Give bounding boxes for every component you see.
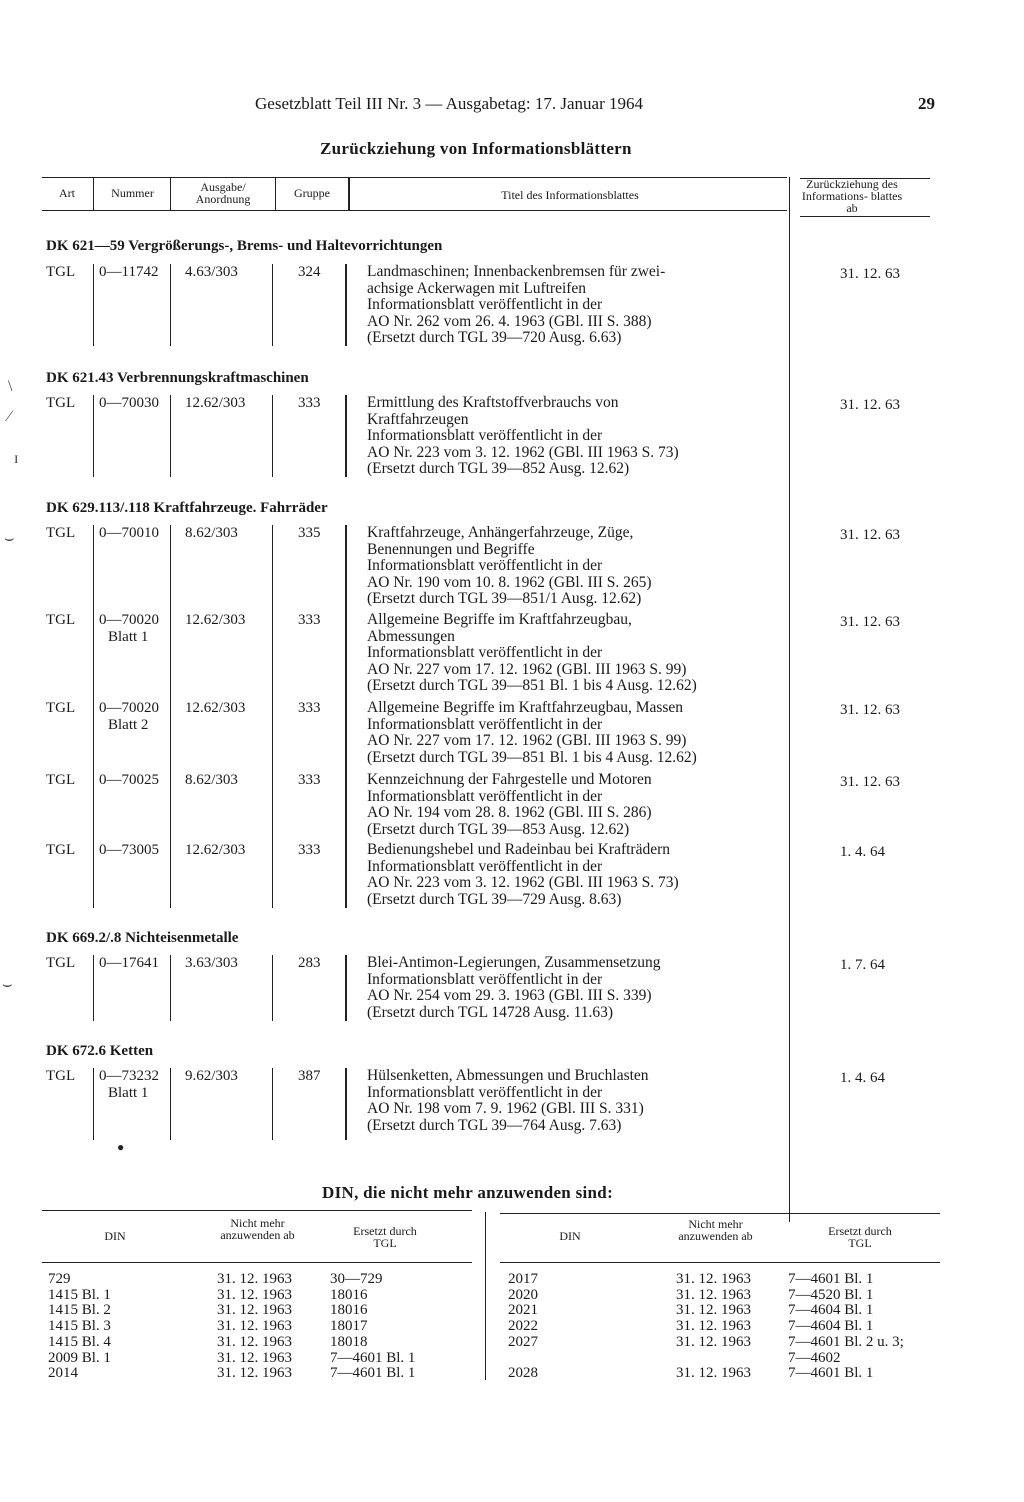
entry-withdrawal-date: 1. 4. 64: [840, 844, 885, 860]
entry-ausgabe: 8.62/303: [185, 772, 238, 788]
din-cell-datum: 31. 12. 1963: [217, 1271, 292, 1287]
entry-art: TGL: [46, 525, 76, 541]
entry-gruppe: 333: [298, 612, 321, 628]
header-divider: [170, 177, 171, 211]
margin-mark: ɪ: [14, 450, 19, 467]
entry-title-line: AO Nr. 262 vom 26. 4. 1963 (GBl. III S. 388): [367, 312, 652, 330]
entry-gruppe: 324: [298, 264, 321, 280]
entry-title-line: Informationsblatt veröffentlicht in der: [367, 644, 603, 661]
din-cell-datum: 31. 12. 1963: [217, 1318, 292, 1335]
din-right-header-din: DIN: [559, 1229, 581, 1243]
din-cell-datum: 31. 12. 1963: [676, 1286, 751, 1303]
entry-withdrawal-date: 1. 7. 64: [840, 957, 885, 973]
din-cell-tgl: 7—4601 Bl. 1: [788, 1271, 874, 1287]
entry-gruppe: 283: [298, 955, 321, 971]
entry-title-line: Informationsblatt veröffentlicht in der: [367, 787, 603, 805]
din-cell-tgl: 18018: [330, 1333, 368, 1350]
entry-title-line: (Ersetzt durch TGL 39—764 Ausg. 7.63): [367, 1116, 622, 1134]
din-cell-tgl: 7—4520 Bl. 1: [788, 1286, 874, 1303]
din-cell-din: 2021: [508, 1302, 538, 1319]
din-cell-din: 1415 Bl. 4: [48, 1333, 111, 1350]
entry-title-line: (Ersetzt durch TGL 39—720 Ausg. 6.63): [367, 329, 622, 346]
din-left-header-ersetzt: Ersetzt durch TGL: [353, 1224, 417, 1250]
entry-title-line: (Ersetzt durch TGL 39—851 Bl. 1 bis 4 Ausg. 12.62): [367, 748, 697, 766]
din-right-top-rule: [500, 1213, 940, 1214]
entry-title-line: AO Nr. 223 vom 3. 12. 1962 (GBl. III 1963 S. 73): [367, 874, 679, 891]
running-header: Gesetzblatt Teil III Nr. 3 — Ausgabetag: 17. Januar 1964: [255, 94, 643, 113]
din-cell-tgl: 7—4601 Bl. 1: [330, 1365, 416, 1382]
entry-gruppe: 333: [298, 395, 321, 411]
entry-ausgabe: 9.62/303: [185, 1068, 238, 1084]
entry-nummer: 0—70030: [99, 395, 159, 411]
entry-nummer: 0—11742: [99, 264, 159, 280]
din-cell-din: 2017: [508, 1271, 538, 1287]
entry-title-line: Informationsblatt veröffentlicht in der: [367, 1083, 603, 1101]
header-divider: [93, 177, 94, 211]
din-cell-tgl: 7—4601 Bl. 2 u. 3;: [788, 1333, 904, 1350]
margin-mark: \: [8, 378, 13, 395]
din-left-bottom-rule: [42, 1262, 472, 1263]
entry-ausgabe: 8.62/303: [185, 525, 238, 541]
entry-art: TGL: [46, 1068, 76, 1084]
col-header-art: Art: [59, 186, 75, 200]
margin-mark: ⌣: [2, 976, 13, 993]
entry-title-line: Informationsblatt veröffentlicht in der: [367, 715, 603, 733]
entry-title-line: AO Nr. 254 vom 29. 3. 1963 (GBl. III S. 339): [367, 987, 652, 1004]
margin-mark: ●: [117, 1140, 125, 1154]
entry-nummer: 0—70025: [99, 772, 159, 788]
din-cell-din: 2020: [508, 1286, 538, 1303]
entry-nummer: 0—17641: [99, 955, 159, 971]
entry-gruppe: 335: [298, 525, 321, 541]
entry-title-line: Informationsblatt veröffentlicht in der: [367, 970, 603, 988]
entry-title-line: AO Nr. 223 vom 3. 12. 1962 (GBl. III 1963 S. 73): [367, 443, 679, 461]
margin-mark: ⁄: [8, 408, 11, 425]
entry-nummer: 0—73232: [99, 1068, 159, 1084]
entry-title-line: Kennzeichnung der Fahrgestelle und Motoren: [367, 771, 652, 788]
entry-nummer: 0—70020: [99, 700, 159, 716]
din-cell-din: 1415 Bl. 1: [48, 1286, 111, 1303]
entry-title-line: Blei-Antimon-Legierungen, Zusammensetzung: [367, 954, 661, 971]
din-right-header-ersetzt: Ersetzt durch TGL: [828, 1224, 892, 1250]
entry-ausgabe: 3.63/303: [185, 955, 238, 971]
entry-art: TGL: [46, 395, 76, 411]
entry-gruppe: 333: [298, 700, 321, 716]
entry-title-line: Informationsblatt veröffentlicht in der: [367, 427, 603, 444]
din-cell-tgl: 30—729: [330, 1271, 383, 1287]
entry-ausgabe: 4.63/303: [185, 264, 238, 280]
page-title: Zurückziehung von Informationsblättern: [320, 139, 632, 158]
date-header-bottom-rule: [800, 216, 930, 217]
entry-title-line: AO Nr. 227 vom 17. 12. 1962 (GBl. III 1963 S. 99): [367, 660, 687, 678]
entry-title-line: Bedienungshebel und Radeinbau bei Krafträdern: [367, 841, 671, 858]
group-heading: DK 672.6 Ketten: [46, 1043, 154, 1059]
din-cell-tgl: 7—4601 Bl. 1: [330, 1349, 416, 1366]
din-cell-datum: 31. 12. 1963: [676, 1302, 751, 1319]
margin-mark: ⌣: [4, 530, 15, 547]
din-cell-tgl: 7—4604 Bl. 1: [788, 1302, 874, 1319]
entry-title-line: Informationsblatt veröffentlicht in der: [367, 857, 603, 875]
entry-title-line: Ermittlung des Kraftstoffverbrauchs von: [367, 394, 619, 411]
entry-title-line: achsige Ackerwagen mit Luftreifen: [367, 279, 587, 297]
din-cell-tgl: 7—4602: [788, 1349, 841, 1366]
din-cell-datum: 31. 12. 1963: [676, 1333, 751, 1350]
entry-title-line: AO Nr. 227 vom 17. 12. 1962 (GBl. III 1963 S. 99): [367, 732, 687, 749]
entry-title-line: (Ersetzt durch TGL 39—729 Ausg. 8.63): [367, 890, 622, 908]
entry-title-line: AO Nr. 194 vom 28. 8. 1962 (GBl. III S. 286): [367, 804, 652, 821]
entry-gruppe: 333: [298, 772, 321, 788]
din-cell-din: 1415 Bl. 3: [48, 1318, 111, 1335]
entry-gruppe: 333: [298, 842, 321, 858]
din-cell-tgl: 18016: [330, 1286, 368, 1303]
din-cell-datum: 31. 12. 1963: [217, 1349, 292, 1366]
din-center-divider: [485, 1212, 486, 1380]
din-cell-datum: 31. 12. 1963: [676, 1318, 751, 1335]
entry-withdrawal-date: 1. 4. 64: [840, 1070, 885, 1086]
entry-art: TGL: [46, 700, 76, 716]
entry-title-line: Kraftfahrzeuge, Anhängerfahrzeuge, Züge,: [367, 524, 634, 541]
din-cell-datum: 31. 12. 1963: [217, 1302, 292, 1319]
table-header-bottom-rule: [42, 210, 787, 211]
entry-title-line: (Ersetzt durch TGL 39—851 Bl. 1 bis 4 Ausg. 12.62): [367, 677, 697, 694]
entry-title-line: Landmaschinen; Innenbackenbremsen für zwei-: [367, 263, 666, 280]
entry-nummer: 0—73005: [99, 842, 159, 858]
din-right-header-nicht-mehr: Nicht mehr anzuwenden ab: [678, 1217, 753, 1243]
din-cell-tgl: 18017: [330, 1318, 368, 1335]
din-cell-din: 1415 Bl. 2: [48, 1302, 111, 1319]
entry-withdrawal-date: 31. 12. 63: [840, 527, 900, 543]
col-header-gruppe: Gruppe: [294, 186, 330, 200]
din-cell-din: 2014: [48, 1365, 78, 1382]
entry-title-line: (Ersetzt durch TGL 39—853 Ausg. 12.62): [367, 820, 630, 838]
page-number: 29: [918, 94, 935, 113]
din-cell-datum: 31. 12. 1963: [217, 1333, 292, 1350]
din-left-header-nicht-mehr: Nicht mehr anzuwenden ab: [220, 1216, 295, 1242]
entry-gruppe: 387: [298, 1068, 321, 1084]
group-heading: DK 669.2/.8 Nichteisenmetalle: [46, 930, 239, 946]
din-right-bottom-rule: [500, 1262, 940, 1263]
group-heading: DK 621.43 Verbrennungskraftmaschinen: [46, 370, 309, 386]
entry-nummer: 0—70020: [99, 612, 159, 628]
entry-blatt: Blatt 1: [108, 1085, 149, 1101]
entry-nummer: 0—70010: [99, 525, 159, 541]
din-cell-datum: 31. 12. 1963: [217, 1365, 292, 1382]
entry-title-line: (Ersetzt durch TGL 39—851/1 Ausg. 12.62): [367, 590, 642, 607]
entry-ausgabe: 12.62/303: [185, 395, 246, 411]
entry-blatt: Blatt 1: [108, 629, 149, 645]
entry-art: TGL: [46, 772, 76, 788]
col-header-nummer: Nummer: [111, 186, 154, 200]
din-cell-datum: 31. 12. 1963: [676, 1271, 751, 1287]
header-divider: [275, 177, 276, 211]
din-cell-tgl: 7—4601 Bl. 1: [788, 1365, 874, 1382]
entry-blatt: Blatt 2: [108, 717, 149, 733]
entry-title-line: Kraftfahrzeugen: [367, 410, 469, 428]
entry-title-line: Allgemeine Begriffe im Kraftfahrzeugbau, Massen: [367, 699, 684, 716]
entry-title-line: (Ersetzt durch TGL 14728 Ausg. 11.63): [367, 1003, 614, 1021]
din-cell-din: 2009 Bl. 1: [48, 1349, 111, 1366]
entry-art: TGL: [46, 955, 76, 971]
table-header-top-rule: [42, 177, 787, 178]
entry-withdrawal-date: 31. 12. 63: [840, 614, 900, 630]
entry-ausgabe: 12.62/303: [185, 842, 246, 858]
entry-ausgabe: 12.62/303: [185, 700, 246, 716]
entry-title-line: Informationsblatt veröffentlicht in der: [367, 557, 603, 574]
din-section-title: DIN, die nicht mehr anzuwenden sind:: [322, 1183, 614, 1202]
entry-art: TGL: [46, 264, 76, 280]
entry-title-line: AO Nr. 190 vom 10. 8. 1962 (GBl. III S. 265): [367, 573, 652, 591]
entry-withdrawal-date: 31. 12. 63: [840, 266, 900, 282]
date-column-divider: [789, 177, 790, 1222]
entry-withdrawal-date: 31. 12. 63: [840, 397, 900, 413]
entry-title-line: Benennungen und Begriffe: [367, 540, 535, 558]
din-cell-datum: 31. 12. 1963: [217, 1286, 292, 1303]
entry-ausgabe: 12.62/303: [185, 612, 246, 628]
entry-title-line: Informationsblatt veröffentlicht in der: [367, 296, 603, 313]
entry-art: TGL: [46, 612, 76, 628]
din-left-header-din: DIN: [104, 1229, 126, 1243]
col-header-ausgabe: Ausgabe/ Anordnung: [195, 180, 251, 206]
din-cell-din: 2027: [508, 1333, 538, 1350]
col-header-zurueckziehung: Zurückziehung des Informations- blattes ab: [801, 177, 903, 215]
entry-withdrawal-date: 31. 12. 63: [840, 774, 900, 790]
group-heading: DK 629.113/.118 Kraftfahrzeuge. Fahrräder: [46, 500, 328, 516]
din-cell-tgl: 18016: [330, 1302, 368, 1319]
entry-title-line: Hülsenketten, Abmessungen und Bruchlasten: [367, 1067, 649, 1084]
din-cell-tgl: 7—4604 Bl. 1: [788, 1318, 874, 1335]
entry-art: TGL: [46, 842, 76, 858]
entry-title-line: Abmessungen: [367, 627, 455, 645]
entry-withdrawal-date: 31. 12. 63: [840, 702, 900, 718]
din-cell-din: 729: [48, 1271, 71, 1287]
entry-title-line: AO Nr. 198 vom 7. 9. 1962 (GBl. III S. 331): [367, 1100, 644, 1117]
din-cell-din: 2028: [508, 1365, 538, 1382]
din-cell-din: 2022: [508, 1318, 538, 1335]
din-cell-datum: 31. 12. 1963: [676, 1365, 751, 1382]
din-left-top-rule: [42, 1210, 472, 1211]
group-heading: DK 621—59 Vergrößerungs-, Brems- und Haltevorrichtungen: [46, 238, 443, 254]
entry-title-line: Allgemeine Begriffe im Kraftfahrzeugbau,: [367, 611, 632, 628]
col-header-titel: Titel des Informationsblattes: [501, 188, 639, 202]
entry-title-line: (Ersetzt durch TGL 39—852 Ausg. 12.62): [367, 460, 630, 477]
